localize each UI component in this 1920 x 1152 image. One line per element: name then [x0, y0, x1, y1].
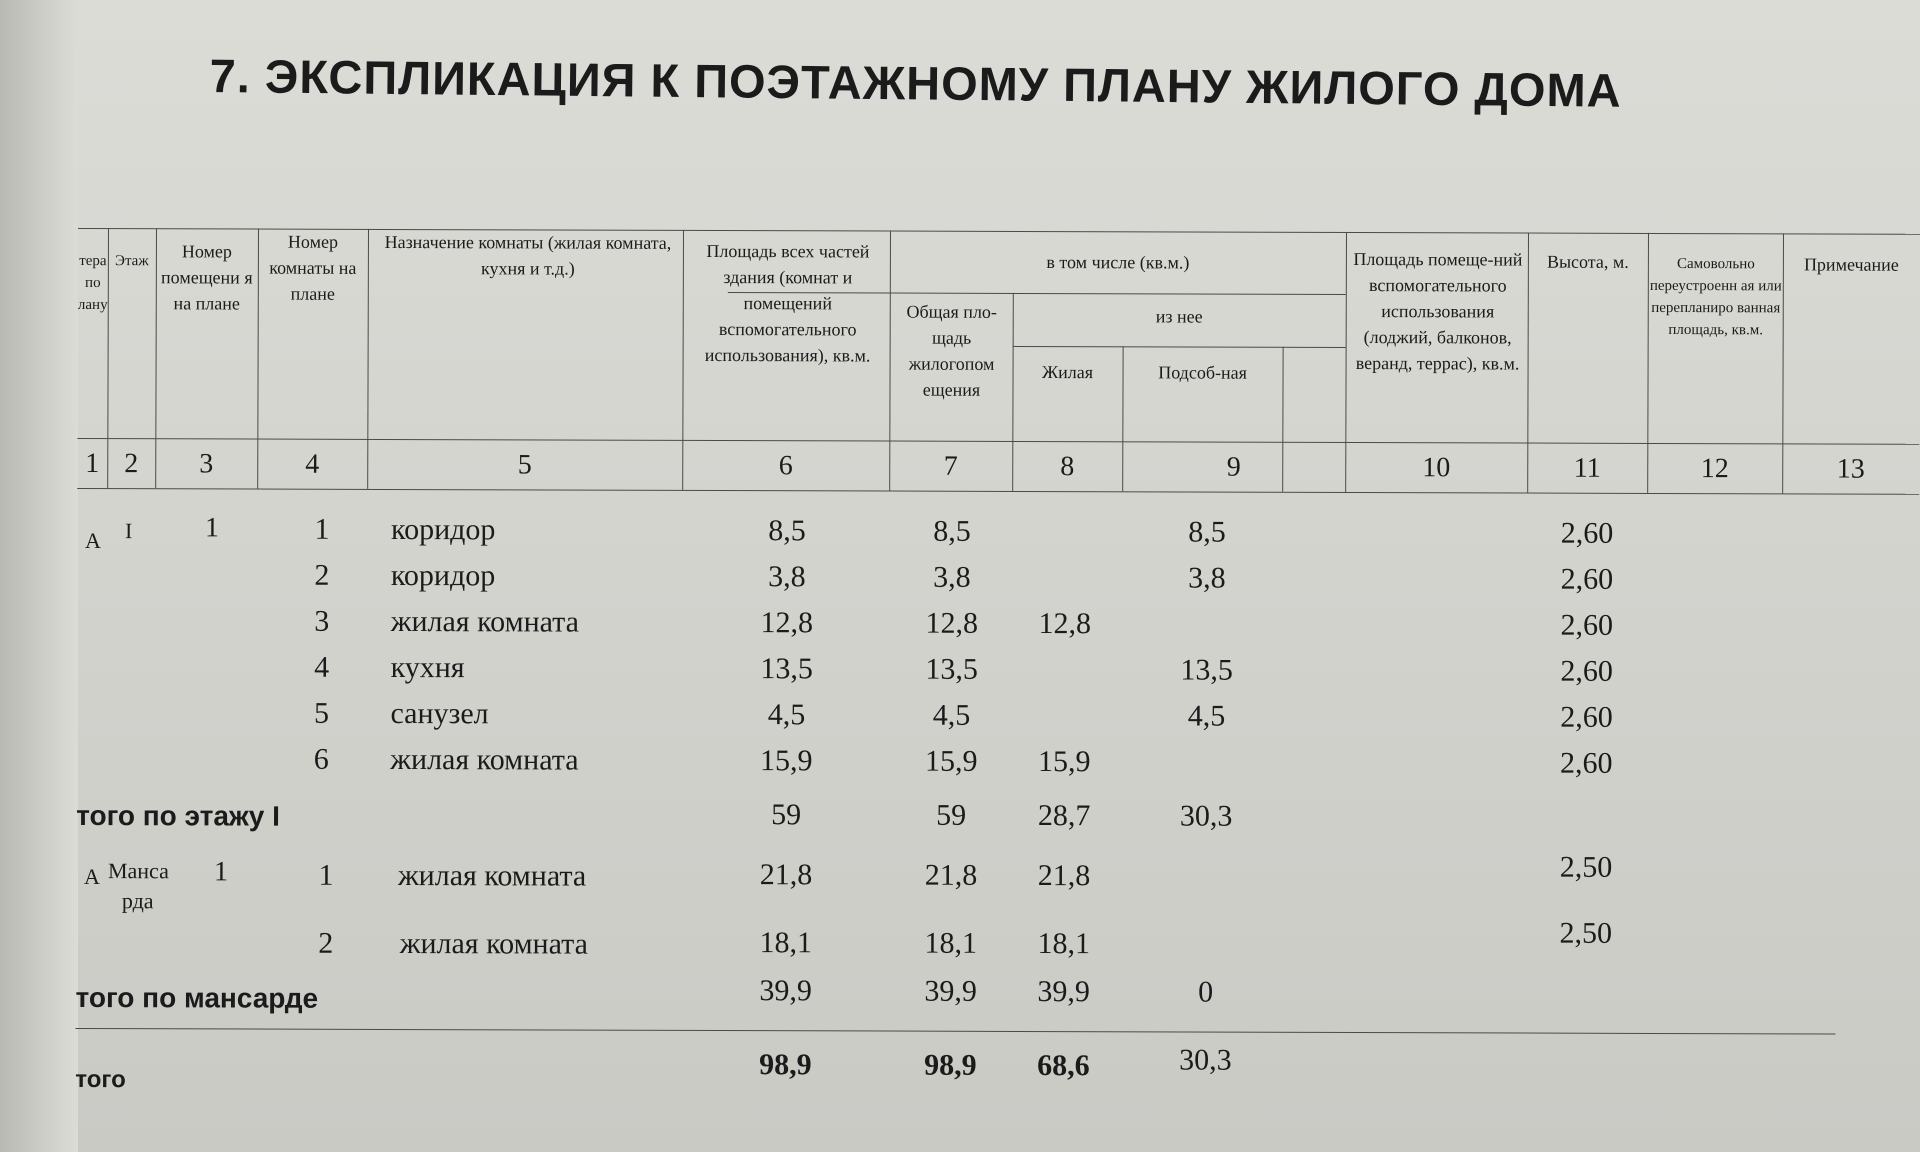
- total-attic-label: того по мансарде: [75, 981, 319, 1014]
- attic-premise-no: 1: [213, 856, 229, 888]
- living-area: 39,9: [1037, 975, 1090, 1009]
- header-total-area: Площадь всех частей здания (комнат и помещений вспомогательного использования), кв.м.: [704, 240, 871, 366]
- col-number: 5: [517, 449, 532, 481]
- col-number: 11: [1573, 452, 1601, 484]
- general-area: 18,1: [924, 926, 978, 960]
- room-name: жилая комната: [399, 927, 589, 961]
- header-height: Высота, м.: [1546, 251, 1629, 272]
- total-rule: [75, 1028, 1835, 1035]
- total-area: 98,9: [759, 1048, 812, 1082]
- height: 2,60: [1560, 746, 1613, 780]
- room-number: 6: [313, 742, 329, 776]
- general-area: 13,5: [925, 652, 978, 686]
- attic-floor-line1: Манса: [107, 858, 169, 884]
- room-name: коридор: [390, 558, 496, 593]
- room-number: 1: [314, 512, 330, 546]
- subgroup-rule: [1013, 346, 1346, 348]
- general-area: 98,9: [924, 1048, 977, 1082]
- height: 2,50: [1559, 916, 1613, 950]
- height: 2,60: [1560, 516, 1614, 550]
- total-area: 59: [771, 798, 802, 832]
- room-name: жилая комната: [397, 859, 587, 893]
- page-binding-shadow: [0, 0, 78, 1152]
- col-number: 2: [124, 448, 139, 480]
- col-number: 8: [1060, 451, 1075, 483]
- living-area: 68,6: [1037, 1049, 1090, 1083]
- room-number: 1: [318, 858, 334, 892]
- row-floor: I: [125, 518, 133, 544]
- explication-table: [75, 228, 1920, 1114]
- header-premise-no: Номер помещени я на плане: [161, 241, 253, 314]
- attic-floor-line2: рда: [121, 888, 154, 914]
- header-of-which: из нее: [1155, 306, 1203, 327]
- attic-litera: А: [83, 864, 100, 890]
- header-room-no: Номер комнаты на плане: [269, 231, 357, 304]
- total-area: 39,9: [759, 974, 812, 1008]
- aux-area: 13,5: [1180, 653, 1233, 687]
- col-number: 4: [305, 448, 320, 480]
- header-room-purpose: Назначение комнаты (жилая комната, кухня и т.д.): [384, 231, 672, 279]
- header-unauthorized: Самовольно переустроенн ая или перепланиро ванная площадь, кв.м.: [1649, 256, 1782, 339]
- col-number: 12: [1700, 453, 1729, 485]
- room-name: кухня: [390, 650, 465, 685]
- total-area: 12,8: [760, 606, 814, 640]
- general-area: 3,8: [933, 560, 971, 594]
- grand-total-label: того: [75, 1065, 126, 1094]
- total-area: 15,9: [760, 744, 813, 778]
- room-name: жилая комната: [390, 604, 580, 639]
- general-area: 21,8: [924, 858, 978, 892]
- total-area: 4,5: [767, 698, 806, 732]
- room-number: 2: [318, 926, 334, 960]
- aux-area: 0: [1198, 975, 1214, 1009]
- living-area: 28,7: [1037, 799, 1091, 833]
- col-number: 10: [1422, 452, 1451, 484]
- room-name: жилая комната: [390, 742, 579, 777]
- aux-area: 4,5: [1187, 699, 1226, 733]
- header-living: Жилая: [1042, 362, 1094, 383]
- header-including: в том числе (кв.м.): [1046, 252, 1190, 273]
- header-floor: Этаж: [115, 253, 149, 270]
- general-area: 15,9: [925, 744, 978, 778]
- aux-area: 8,5: [1188, 515, 1226, 549]
- room-name: санузел: [390, 696, 489, 731]
- height: 2,60: [1560, 608, 1614, 642]
- room-number: 5: [313, 696, 330, 730]
- living-area: 15,9: [1038, 745, 1091, 779]
- living-area: 21,8: [1037, 859, 1091, 893]
- col-number: 1: [85, 448, 100, 480]
- header-bottom-rule: [77, 438, 1919, 445]
- general-area: 8,5: [933, 514, 971, 548]
- header-note: Примечание: [1803, 254, 1899, 275]
- height: 2,50: [1559, 850, 1613, 884]
- header-aux-area: Площадь помеще-ний вспомогательного использования (лоджий, балконов, веранд, террас), кв.м.: [1353, 249, 1523, 374]
- aux-area: 30,3: [1179, 1043, 1232, 1077]
- colnum-bottom-rule: [77, 488, 1919, 495]
- total-area: 8,5: [768, 514, 806, 548]
- col-number: 13: [1836, 453, 1865, 485]
- col-number: 3: [199, 448, 214, 480]
- col-number: 7: [943, 450, 958, 482]
- room-number: 2: [314, 558, 330, 592]
- living-area: 12,8: [1038, 607, 1092, 641]
- height: 2,60: [1560, 700, 1613, 734]
- header-auxiliary: Подсоб-ная: [1158, 362, 1247, 383]
- general-area: 39,9: [924, 974, 977, 1008]
- general-area: 12,8: [925, 606, 979, 640]
- aux-area: 3,8: [1188, 561, 1226, 595]
- total-area: 18,1: [759, 926, 813, 960]
- row-premise-no: 1: [205, 512, 220, 544]
- height: 2,60: [1560, 654, 1613, 688]
- total-area: 13,5: [760, 652, 813, 686]
- page-title: 7. ЭКСПЛИКАЦИЯ К ПОЭТАЖНОМУ ПЛАНУ ЖИЛОГО ДОМА: [209, 48, 1622, 117]
- height: 2,60: [1560, 562, 1614, 596]
- header-general-area: Общая пло-щадь жилогопом ещения: [906, 301, 997, 400]
- room-name: коридор: [391, 512, 496, 547]
- header-litera: тера по лану: [77, 253, 108, 314]
- general-area: 4,5: [932, 698, 971, 732]
- col-number: 6: [778, 450, 793, 482]
- total-floor1-label: того по этажу I: [76, 799, 280, 832]
- general-area: 59: [936, 798, 967, 832]
- total-area: 3,8: [768, 560, 806, 594]
- living-area: 18,1: [1037, 927, 1091, 961]
- room-number: 3: [314, 604, 330, 638]
- row-litera: А: [84, 528, 101, 554]
- aux-area: 30,3: [1179, 799, 1233, 833]
- room-number: 4: [314, 650, 330, 684]
- total-area: 21,8: [759, 858, 813, 892]
- col-number: 9: [1226, 451, 1241, 483]
